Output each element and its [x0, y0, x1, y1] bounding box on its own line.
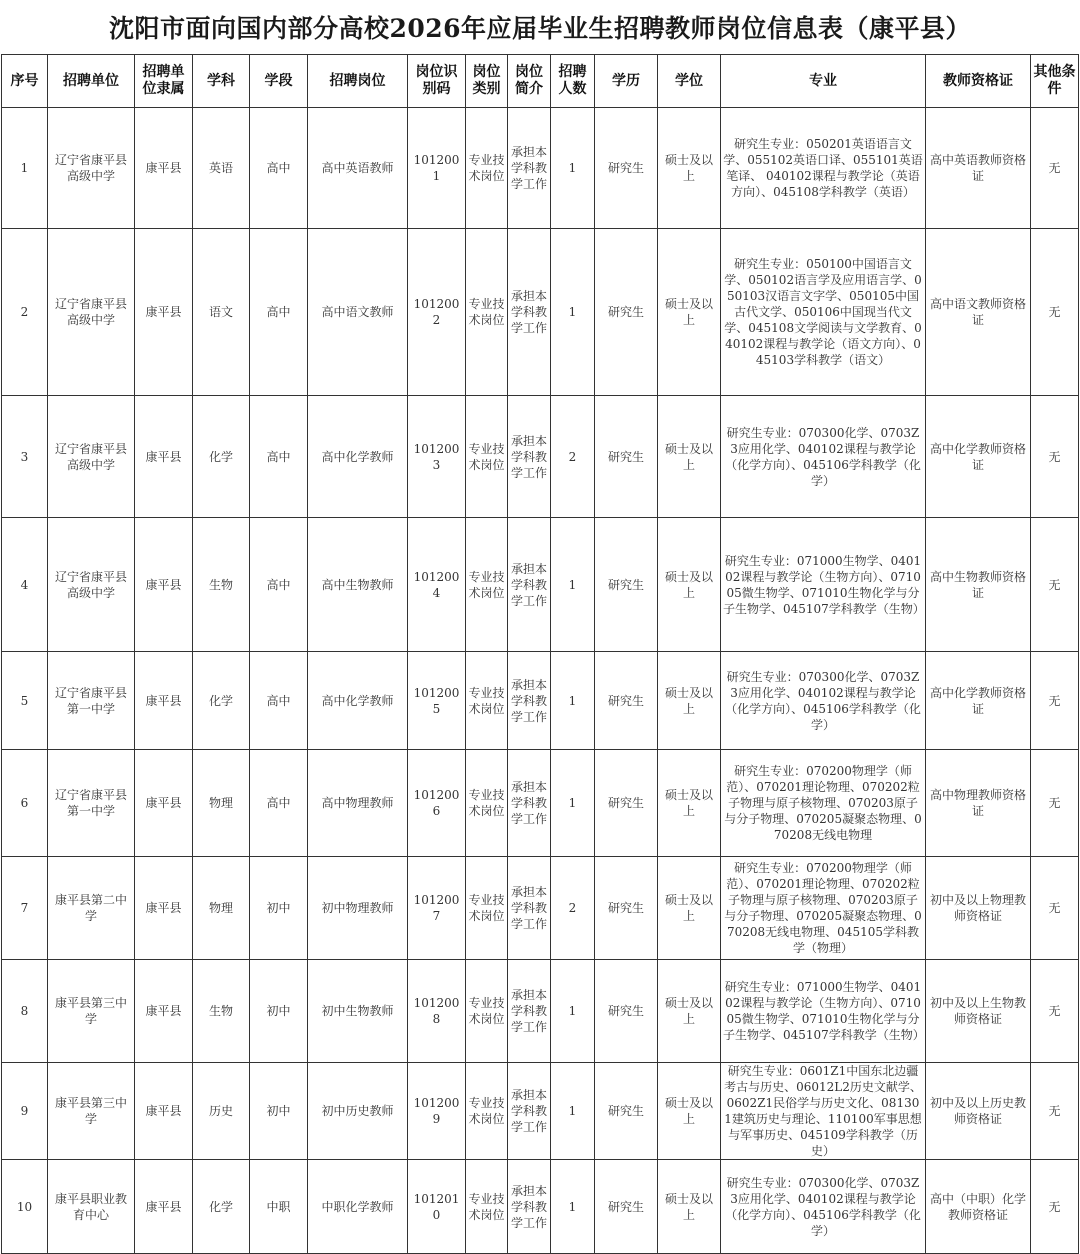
cell-education: 研究生 — [595, 518, 658, 652]
cell-education: 研究生 — [595, 857, 658, 960]
cell-education: 研究生 — [595, 1063, 658, 1160]
cell-count: 1 — [551, 960, 595, 1063]
cell-description: 承担本学科教学工作 — [508, 750, 551, 857]
cell-unit: 辽宁省康平县第一中学 — [48, 652, 135, 750]
cell-certificate: 高中语文教师资格证 — [926, 229, 1031, 396]
cell-description: 承担本学科教学工作 — [508, 960, 551, 1063]
cell-description: 承担本学科教学工作 — [508, 108, 551, 229]
cell-category: 专业技术岗位 — [466, 229, 508, 396]
cell-unit: 辽宁省康平县高级中学 — [48, 229, 135, 396]
cell-education: 研究生 — [595, 229, 658, 396]
cell-no: 7 — [2, 857, 48, 960]
cell-affiliation: 康平县 — [135, 857, 193, 960]
cell-description: 承担本学科教学工作 — [508, 518, 551, 652]
cell-code: 1012001 — [408, 108, 466, 229]
cell-subject: 生物 — [193, 518, 250, 652]
table-row — [2, 1063, 1079, 1160]
cell-count: 1 — [551, 652, 595, 750]
col-header-description: 岗位简介 — [508, 55, 551, 108]
cell-unit: 辽宁省康平县高级中学 — [48, 518, 135, 652]
recruitment-table — [1, 54, 1079, 1254]
cell-subject: 生物 — [193, 960, 250, 1063]
cell-stage: 高中 — [250, 652, 308, 750]
col-header-category: 岗位类别 — [466, 55, 508, 108]
cell-category: 专业技术岗位 — [466, 108, 508, 229]
cell-major: 研究生专业：070300化学、0703Z3应用化学、040102课程与教学论（化学方向）、045106学科教学（化学） — [721, 396, 926, 518]
col-header-post: 招聘岗位 — [308, 55, 408, 108]
cell-major: 研究生专业：0601Z1中国东北边疆考古与历史、06012L2历史文献学、0602Z1民俗学与历史文化、081301建筑历史与理论、110100军事思想与军事历史、045109学科教学（历史） — [721, 1063, 926, 1160]
cell-stage: 高中 — [250, 396, 308, 518]
col-header-subject: 学科 — [193, 55, 250, 108]
cell-subject: 物理 — [193, 750, 250, 857]
cell-no: 3 — [2, 396, 48, 518]
cell-certificate: 高中物理教师资格证 — [926, 750, 1031, 857]
cell-degree: 硕士及以上 — [658, 652, 721, 750]
table-row — [2, 652, 1079, 750]
cell-subject: 物理 — [193, 857, 250, 960]
cell-stage: 初中 — [250, 857, 308, 960]
cell-stage: 初中 — [250, 1063, 308, 1160]
col-header-stage: 学段 — [250, 55, 308, 108]
col-header-education: 学历 — [595, 55, 658, 108]
cell-post: 中职化学教师 — [308, 1160, 408, 1254]
cell-count: 1 — [551, 108, 595, 229]
cell-degree: 硕士及以上 — [658, 960, 721, 1063]
col-header-no: 序号 — [2, 55, 48, 108]
col-header-affiliation: 招聘单位隶属 — [135, 55, 193, 108]
cell-category: 专业技术岗位 — [466, 960, 508, 1063]
cell-code: 1012005 — [408, 652, 466, 750]
cell-affiliation: 康平县 — [135, 960, 193, 1063]
cell-subject: 化学 — [193, 396, 250, 518]
table-row — [2, 750, 1079, 857]
cell-education: 研究生 — [595, 108, 658, 229]
cell-unit: 辽宁省康平县第一中学 — [48, 750, 135, 857]
cell-subject: 化学 — [193, 1160, 250, 1254]
col-header-major: 专业 — [721, 55, 926, 108]
cell-no: 10 — [2, 1160, 48, 1254]
cell-no: 4 — [2, 518, 48, 652]
cell-category: 专业技术岗位 — [466, 652, 508, 750]
table-row — [2, 960, 1079, 1063]
cell-no: 5 — [2, 652, 48, 750]
cell-unit: 康平县第三中学 — [48, 960, 135, 1063]
cell-certificate: 高中化学教师资格证 — [926, 396, 1031, 518]
cell-post: 初中生物教师 — [308, 960, 408, 1063]
cell-education: 研究生 — [595, 750, 658, 857]
cell-code: 1012010 — [408, 1160, 466, 1254]
cell-category: 专业技术岗位 — [466, 518, 508, 652]
cell-major: 研究生专业：070300化学、0703Z3应用化学、040102课程与教学论（化学方向）、045106学科教学（化学） — [721, 1160, 926, 1254]
cell-no: 8 — [2, 960, 48, 1063]
cell-degree: 硕士及以上 — [658, 1160, 721, 1254]
cell-degree: 硕士及以上 — [658, 750, 721, 857]
cell-category: 专业技术岗位 — [466, 1160, 508, 1254]
cell-degree: 硕士及以上 — [658, 108, 721, 229]
cell-code: 1012004 — [408, 518, 466, 652]
cell-count: 2 — [551, 857, 595, 960]
cell-affiliation: 康平县 — [135, 396, 193, 518]
cell-subject: 历史 — [193, 1063, 250, 1160]
cell-stage: 中职 — [250, 1160, 308, 1254]
cell-major: 研究生专业：050201英语语言文学、055102英语口译、055101英语笔译、 040102课程与教学论（英语方向）、045108学科教学（英语） — [721, 108, 926, 229]
cell-education: 研究生 — [595, 960, 658, 1063]
cell-code: 1012009 — [408, 1063, 466, 1160]
cell-code: 1012003 — [408, 396, 466, 518]
cell-other: 无 — [1031, 1063, 1079, 1160]
cell-major: 研究生专业：071000生物学、040102课程与教学论（生物方向）、071005微生物学、071010生物化学与分子生物学、045107学科教学（生物） — [721, 960, 926, 1063]
cell-other: 无 — [1031, 229, 1079, 396]
cell-description: 承担本学科教学工作 — [508, 652, 551, 750]
cell-code: 1012008 — [408, 960, 466, 1063]
cell-other: 无 — [1031, 652, 1079, 750]
table-row — [2, 518, 1079, 652]
cell-certificate: 高中化学教师资格证 — [926, 652, 1031, 750]
cell-stage: 高中 — [250, 518, 308, 652]
cell-no: 2 — [2, 229, 48, 396]
cell-description: 承担本学科教学工作 — [508, 396, 551, 518]
cell-count: 1 — [551, 1063, 595, 1160]
col-header-count: 招聘人数 — [551, 55, 595, 108]
table-row — [2, 108, 1079, 229]
cell-major: 研究生专业：050100中国语言文学、050102语言学及应用语言学、050103汉语言文字学、050105中国古代文学、050106中国现当代文学、045108文学阅读与文学教育、040102课程与教学论（语文方向）、045103学科教学（语文） — [721, 229, 926, 396]
cell-description: 承担本学科教学工作 — [508, 1160, 551, 1254]
cell-post: 初中物理教师 — [308, 857, 408, 960]
cell-affiliation: 康平县 — [135, 750, 193, 857]
cell-count: 1 — [551, 229, 595, 396]
cell-certificate: 初中及以上生物教师资格证 — [926, 960, 1031, 1063]
cell-certificate: 高中生物教师资格证 — [926, 518, 1031, 652]
cell-unit: 康平县第三中学 — [48, 1063, 135, 1160]
cell-affiliation: 康平县 — [135, 652, 193, 750]
cell-unit: 康平县职业教育中心 — [48, 1160, 135, 1254]
cell-certificate: 初中及以上历史教师资格证 — [926, 1063, 1031, 1160]
table-row — [2, 1160, 1079, 1254]
cell-no: 1 — [2, 108, 48, 229]
cell-post: 高中物理教师 — [308, 750, 408, 857]
cell-description: 承担本学科教学工作 — [508, 229, 551, 396]
cell-category: 专业技术岗位 — [466, 750, 508, 857]
cell-affiliation: 康平县 — [135, 1063, 193, 1160]
cell-affiliation: 康平县 — [135, 229, 193, 396]
cell-category: 专业技术岗位 — [466, 857, 508, 960]
cell-code: 1012007 — [408, 857, 466, 960]
table-row — [2, 396, 1079, 518]
col-header-unit: 招聘单位 — [48, 55, 135, 108]
cell-affiliation: 康平县 — [135, 1160, 193, 1254]
cell-other: 无 — [1031, 1160, 1079, 1254]
col-header-other: 其他条件 — [1031, 55, 1079, 108]
cell-certificate: 初中及以上物理教师资格证 — [926, 857, 1031, 960]
col-header-certificate: 教师资格证 — [926, 55, 1031, 108]
cell-post: 高中英语教师 — [308, 108, 408, 229]
cell-certificate: 高中（中职）化学教师资格证 — [926, 1160, 1031, 1254]
cell-subject: 语文 — [193, 229, 250, 396]
col-header-code: 岗位识别码 — [408, 55, 466, 108]
cell-degree: 硕士及以上 — [658, 857, 721, 960]
cell-degree: 硕士及以上 — [658, 1063, 721, 1160]
cell-other: 无 — [1031, 108, 1079, 229]
cell-other: 无 — [1031, 750, 1079, 857]
cell-count: 1 — [551, 518, 595, 652]
cell-education: 研究生 — [595, 396, 658, 518]
cell-other: 无 — [1031, 857, 1079, 960]
cell-count: 2 — [551, 396, 595, 518]
cell-unit: 辽宁省康平县高级中学 — [48, 108, 135, 229]
cell-code: 1012002 — [408, 229, 466, 396]
col-header-degree: 学位 — [658, 55, 721, 108]
cell-no: 9 — [2, 1063, 48, 1160]
cell-post: 高中生物教师 — [308, 518, 408, 652]
table-row — [2, 229, 1079, 396]
cell-major: 研究生专业：070300化学、0703Z3应用化学、040102课程与教学论（化学方向）、045106学科教学（化学） — [721, 652, 926, 750]
cell-stage: 高中 — [250, 108, 308, 229]
cell-subject: 化学 — [193, 652, 250, 750]
cell-post: 高中语文教师 — [308, 229, 408, 396]
cell-degree: 硕士及以上 — [658, 229, 721, 396]
cell-certificate: 高中英语教师资格证 — [926, 108, 1031, 229]
cell-stage: 高中 — [250, 229, 308, 396]
cell-unit: 辽宁省康平县高级中学 — [48, 396, 135, 518]
page-title: 沈阳市面向国内部分高校2026年应届毕业生招聘教师岗位信息表（康平县） — [108, 14, 972, 43]
cell-education: 研究生 — [595, 652, 658, 750]
cell-stage: 高中 — [250, 750, 308, 857]
cell-stage: 初中 — [250, 960, 308, 1063]
cell-degree: 硕士及以上 — [658, 396, 721, 518]
cell-education: 研究生 — [595, 1160, 658, 1254]
cell-unit: 康平县第二中学 — [48, 857, 135, 960]
cell-category: 专业技术岗位 — [466, 396, 508, 518]
cell-description: 承担本学科教学工作 — [508, 1063, 551, 1160]
cell-other: 无 — [1031, 960, 1079, 1063]
cell-affiliation: 康平县 — [135, 108, 193, 229]
cell-affiliation: 康平县 — [135, 518, 193, 652]
table-header-row — [2, 55, 1079, 108]
cell-post: 高中化学教师 — [308, 396, 408, 518]
cell-degree: 硕士及以上 — [658, 518, 721, 652]
cell-other: 无 — [1031, 518, 1079, 652]
cell-code: 1012006 — [408, 750, 466, 857]
cell-major: 研究生专业：071000生物学、040102课程与教学论（生物方向）、071005微生物学、071010生物化学与分子生物学、045107学科教学（生物） — [721, 518, 926, 652]
table-row — [2, 857, 1079, 960]
cell-other: 无 — [1031, 396, 1079, 518]
cell-category: 专业技术岗位 — [466, 1063, 508, 1160]
cell-post: 初中历史教师 — [308, 1063, 408, 1160]
cell-description: 承担本学科教学工作 — [508, 857, 551, 960]
cell-no: 6 — [2, 750, 48, 857]
cell-post: 高中化学教师 — [308, 652, 408, 750]
cell-major: 研究生专业：070200物理学（师范）、070201理论物理、070202粒子物理与原子核物理、070203原子与分子物理、070205凝聚态物理、070208无线电物理 — [721, 750, 926, 857]
cell-subject: 英语 — [193, 108, 250, 229]
cell-count: 1 — [551, 750, 595, 857]
cell-count: 1 — [551, 1160, 595, 1254]
cell-major: 研究生专业：070200物理学（师范）、070201理论物理、070202粒子物理与原子核物理、070203原子与分子物理、070205凝聚态物理、070208无线电物理、045105学科教学（物理） — [721, 857, 926, 960]
